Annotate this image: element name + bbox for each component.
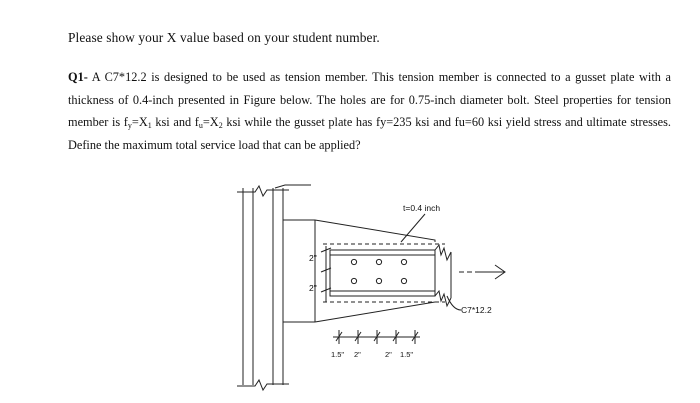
bolt-hole [351, 278, 356, 283]
x2-subscript: 2 [218, 121, 223, 131]
spacing-top-label: 2" [309, 253, 317, 263]
member-leader [447, 296, 461, 310]
question-paragraph [68, 66, 671, 156]
dimension-label-3: 2" [385, 350, 392, 359]
fu-subscript: u [198, 121, 203, 131]
question-id: Q1- [68, 70, 88, 84]
connection-diagram [215, 180, 545, 395]
horizontal-dimensions [333, 330, 420, 344]
dimension-label-2: 2" [354, 350, 361, 359]
bolt-hole [376, 259, 381, 264]
channel-member [323, 244, 451, 306]
intro-text: Please show your X value based on your student number. [68, 30, 380, 45]
thickness-label: t=0.4 inch [403, 203, 441, 213]
spacing-bottom-label: 2" [309, 283, 317, 293]
fy-subscript: y [127, 121, 132, 131]
question-text-1: A C7*12.2 is designed to be used as tension member. This tension member is connected to a gusset plate with a thickness of 0.4-inch presented in Figure below. The holes are for 0.75-inch diameter bolt. Steel properties for tension member is f [68, 70, 671, 130]
fu-equals: =X [202, 115, 219, 130]
bolt-hole [376, 278, 381, 283]
bolt-hole [351, 259, 356, 264]
bolt-hole [401, 278, 406, 283]
question-text-2: ksi and f [151, 115, 199, 130]
dimension-label-4: 1.5" [400, 350, 414, 359]
bolt-hole [401, 259, 406, 264]
member-label: C7*12.2 [461, 305, 492, 315]
bolt-holes [351, 259, 406, 283]
fy-equals: =X [131, 115, 148, 130]
column [237, 185, 311, 390]
gusset-plate [283, 220, 435, 322]
connection-figure [215, 180, 545, 395]
dimension-label-1: 1.5" [331, 350, 345, 359]
load-arrow [459, 265, 505, 279]
x1-subscript: 1 [147, 121, 152, 131]
question-text-3: ksi while the gusset plate has fy=235 ksi and fu=60 ksi yield stress and ultimate stresses. Define the maximum total service load that can be applied? [68, 115, 671, 152]
